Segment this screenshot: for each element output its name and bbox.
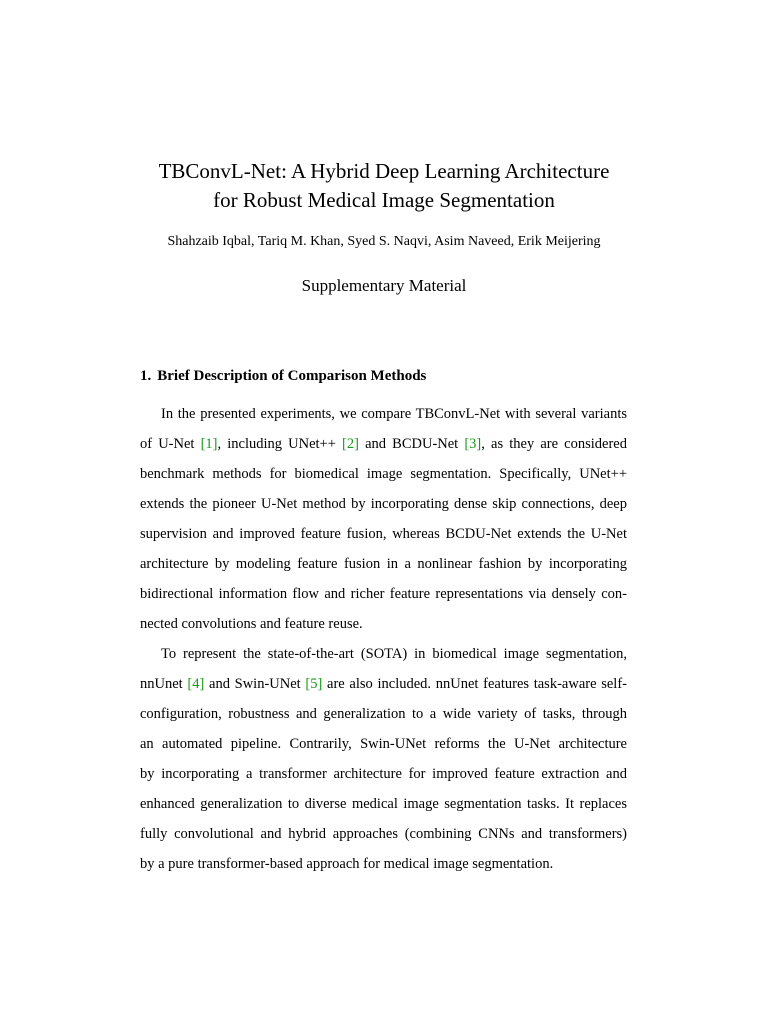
section-number: 1. xyxy=(140,368,152,384)
para1-line-3: benchmark methods for biomedical image segmentation. Specifically, UNet++ xyxy=(140,466,627,482)
citation-link-4[interactable]: [4] xyxy=(187,676,205,692)
para2-line-6: enhanced generalization to diverse medical image segmentation tasks. It replaces xyxy=(140,796,627,812)
para1-line-1: In the presented experiments, we compare TBConvL-Net with several variants xyxy=(161,406,627,422)
para2-line-2-text-b: and Swin-UNet xyxy=(204,676,306,692)
para1-line-2 xyxy=(140,435,627,453)
para2-line-2 xyxy=(140,675,627,693)
citation-link-3[interactable]: [3] xyxy=(464,436,482,452)
para1-line-4: extends the pioneer U-Net method by incorporating dense skip connections, deep xyxy=(140,496,627,512)
paper-title xyxy=(0,157,768,215)
para1-line-2-text-a: of U-Net xyxy=(140,436,201,452)
para2-line-7: fully convolutional and hybrid approaches (combining CNNs and transformers) xyxy=(140,826,627,842)
para1-line-2-text-b: , including UNet++ xyxy=(217,436,343,452)
citation-link-5[interactable]: [5] xyxy=(305,676,323,692)
title-line-2: for Robust Medical Image Segmentation xyxy=(213,188,555,212)
para2-line-1: To represent the state-of-the-art (SOTA) in biomedical image segmentation, xyxy=(161,646,627,662)
para1-line-7: bidirectional information flow and richer feature representations via densely con- xyxy=(140,586,627,602)
para2-line-4: an automated pipeline. Contrarily, Swin-UNet reforms the U-Net architecture xyxy=(140,736,627,752)
author-list: Shahzaib Iqbal, Tariq M. Khan, Syed S. Naqvi, Asim Naveed, Erik Meijering xyxy=(167,234,601,249)
citation-link-1[interactable]: [1] xyxy=(200,436,218,452)
para1-line-8: nected convolutions and feature reuse. xyxy=(140,616,363,632)
citation-link-2[interactable]: [2] xyxy=(342,436,359,452)
section-title: Brief Description of Comparison Methods xyxy=(157,368,427,384)
para2-line-8: by a pure transformer-based approach for medical image segmentation. xyxy=(140,856,554,872)
para1-line-6: architecture by modeling feature fusion in a nonlinear fashion by incorporating xyxy=(140,556,627,572)
para2-line-5: by incorporating a transformer architecture for improved feature extraction and xyxy=(140,766,627,782)
para1-line-2-text-d: , as they are considered xyxy=(481,436,627,452)
para2-line-2-text-c: are also included. nnUnet features task-aware self- xyxy=(322,676,627,692)
para1-line-5: supervision and improved feature fusion, whereas BCDU-Net extends the U-Net xyxy=(140,526,627,542)
section-heading xyxy=(140,366,426,386)
title-line-1: TBConvL-Net: A Hybrid Deep Learning Architecture xyxy=(158,159,610,183)
para1-line-2-text-c: and BCDU-Net xyxy=(358,436,465,452)
subtitle: Supplementary Material xyxy=(301,276,467,295)
para2-line-2-text-a: nnUnet xyxy=(140,676,188,692)
para2-line-3: configuration, robustness and generalization to a wide variety of tasks, through xyxy=(140,706,627,722)
